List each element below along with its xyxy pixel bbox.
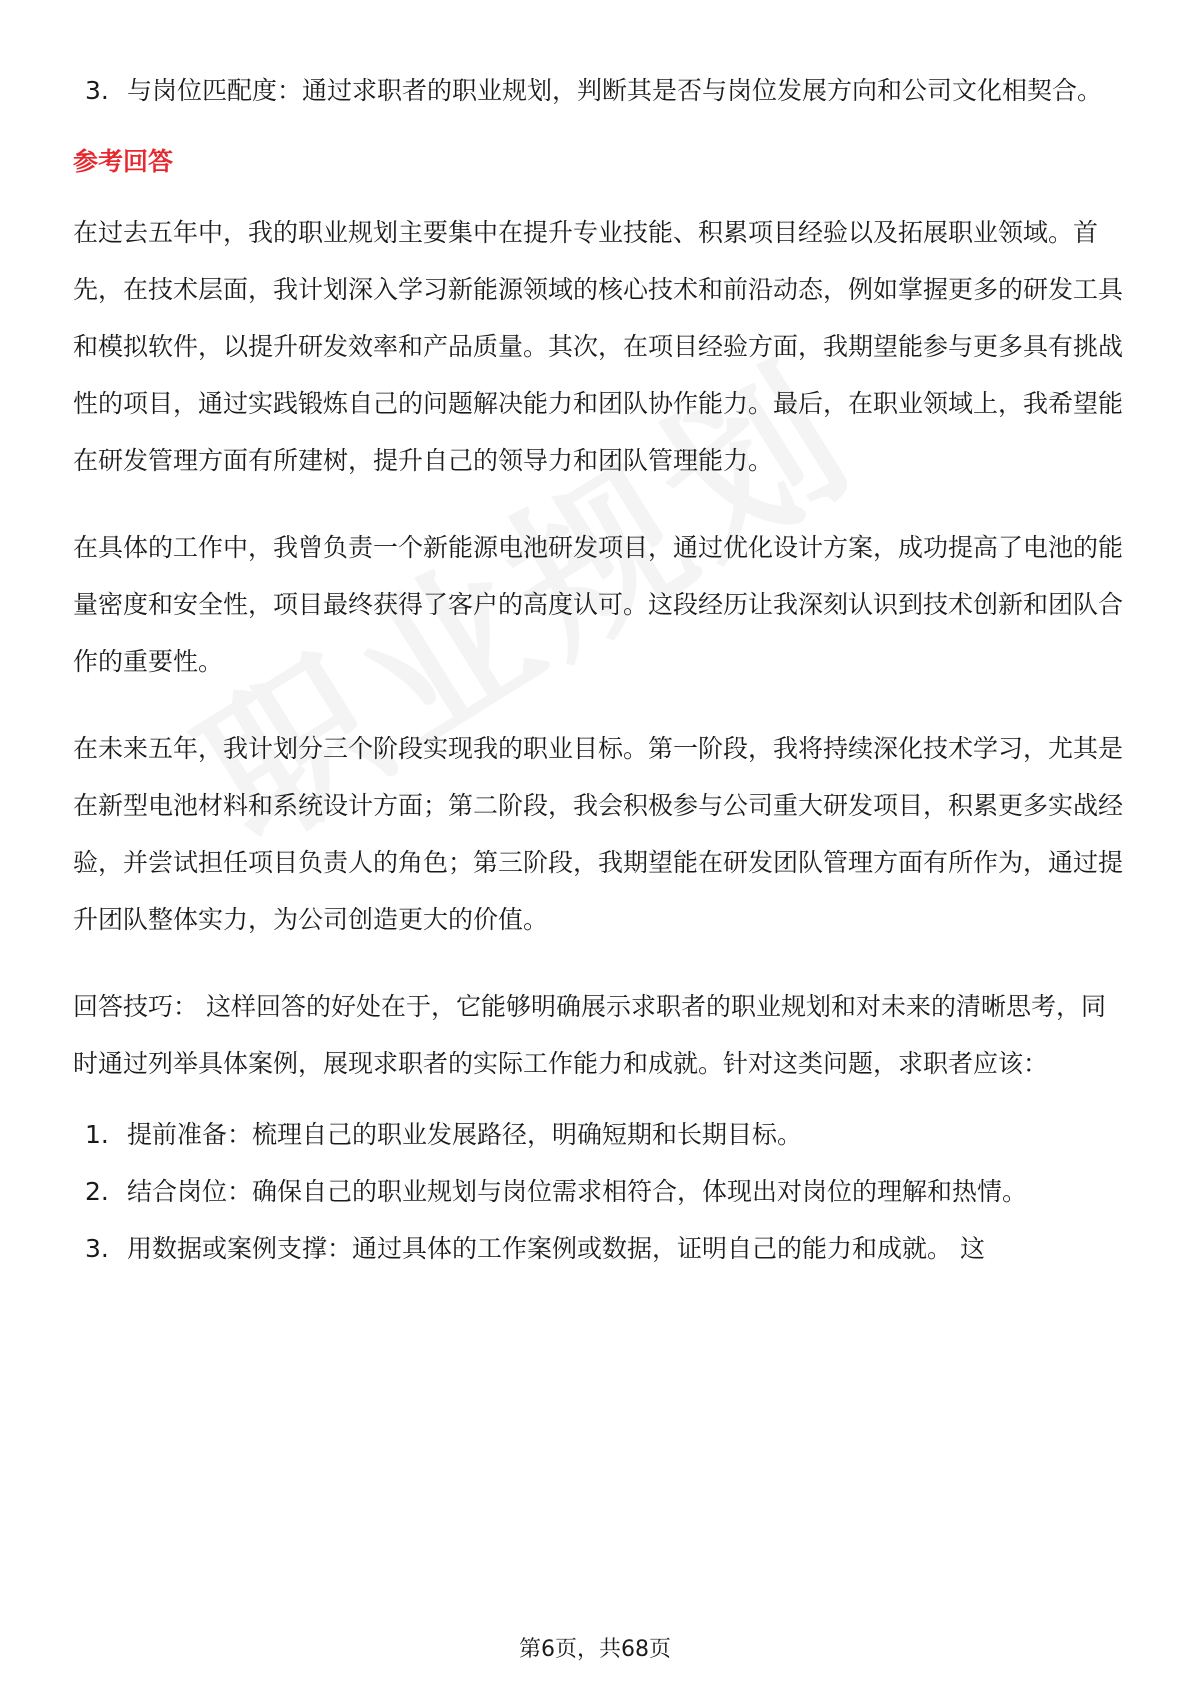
list-item-text: 提前准备：梳理自己的职业发展路径，明确短期和长期目标。 bbox=[127, 1120, 803, 1149]
list-item-text: 与岗位匹配度：通过求职者的职业规划，判断其是否与岗位发展方向和公司文化相契合。 bbox=[127, 76, 1103, 105]
list-item-number: 3. bbox=[85, 76, 109, 105]
page-footer: 第6页，共68页 bbox=[519, 1637, 671, 1662]
list-item-text: 用数据或案例支撑：通过具体的工作案例或数据，证明自己的能力和成就。 这 bbox=[127, 1234, 985, 1263]
paragraph: 在过去五年中，我的职业规划主要集中在提升专业技能、积累项目经验以及拓展职业领域。首先，在技术层面，我计划深入学习新能源领域的核心技术和前沿动态，例如掌握更多的研发工具和模拟软件，以提升研发效率和产品质量。其次，在项目经验方面，我期望能参与更多具有挑战性的项目，通过实践锻炼自己的问题解决能力和团队协作能力。最后，在职业领域上，我希望能在研发管理方面有所建树，提升自己的领导力和团队管理能力。 bbox=[73, 218, 1124, 475]
list-item bbox=[73, 62, 1123, 119]
section-heading: 参考回答 bbox=[73, 147, 174, 176]
list-item bbox=[73, 1163, 1123, 1220]
list-item-text: 结合岗位：确保自己的职业规划与岗位需求相符合，体现出对岗位的理解和热情。 bbox=[127, 1177, 1028, 1206]
list-item-number: 3. bbox=[85, 1234, 109, 1263]
list-item bbox=[73, 1106, 1123, 1163]
tips-list bbox=[73, 1106, 1123, 1277]
paragraph: 在具体的工作中，我曾负责一个新能源电池研发项目，通过优化设计方案，成功提高了电池的能量密度和安全性，项目最终获得了客户的高度认可。这段经历让我深刻认识到技术创新和团队合作的重要性。 bbox=[73, 533, 1124, 676]
list-item bbox=[73, 1220, 1123, 1277]
paragraph: 在未来五年，我计划分三个阶段实现我的职业目标。第一阶段，我将持续深化技术学习，尤其是在新型电池材料和系统设计方面；第二阶段，我会积极参与公司重大研发项目，积累更多实战经验，并尝试担任项目负责人的角色；第三阶段，我期望能在研发团队管理方面有所作为，通过提升团队整体实力，为公司创造更大的价值。 bbox=[73, 734, 1124, 934]
list-item-number: 2. bbox=[85, 1177, 109, 1206]
page-content bbox=[73, 62, 1123, 1277]
list-item-number: 1. bbox=[85, 1120, 109, 1149]
paragraph: 回答技巧： 这样回答的好处在于，它能够明确展示求职者的职业规划和对未来的清晰思考，同时通过列举具体案例，展现求职者的实际工作能力和成就。针对这类问题，求职者应该： bbox=[73, 992, 1106, 1078]
